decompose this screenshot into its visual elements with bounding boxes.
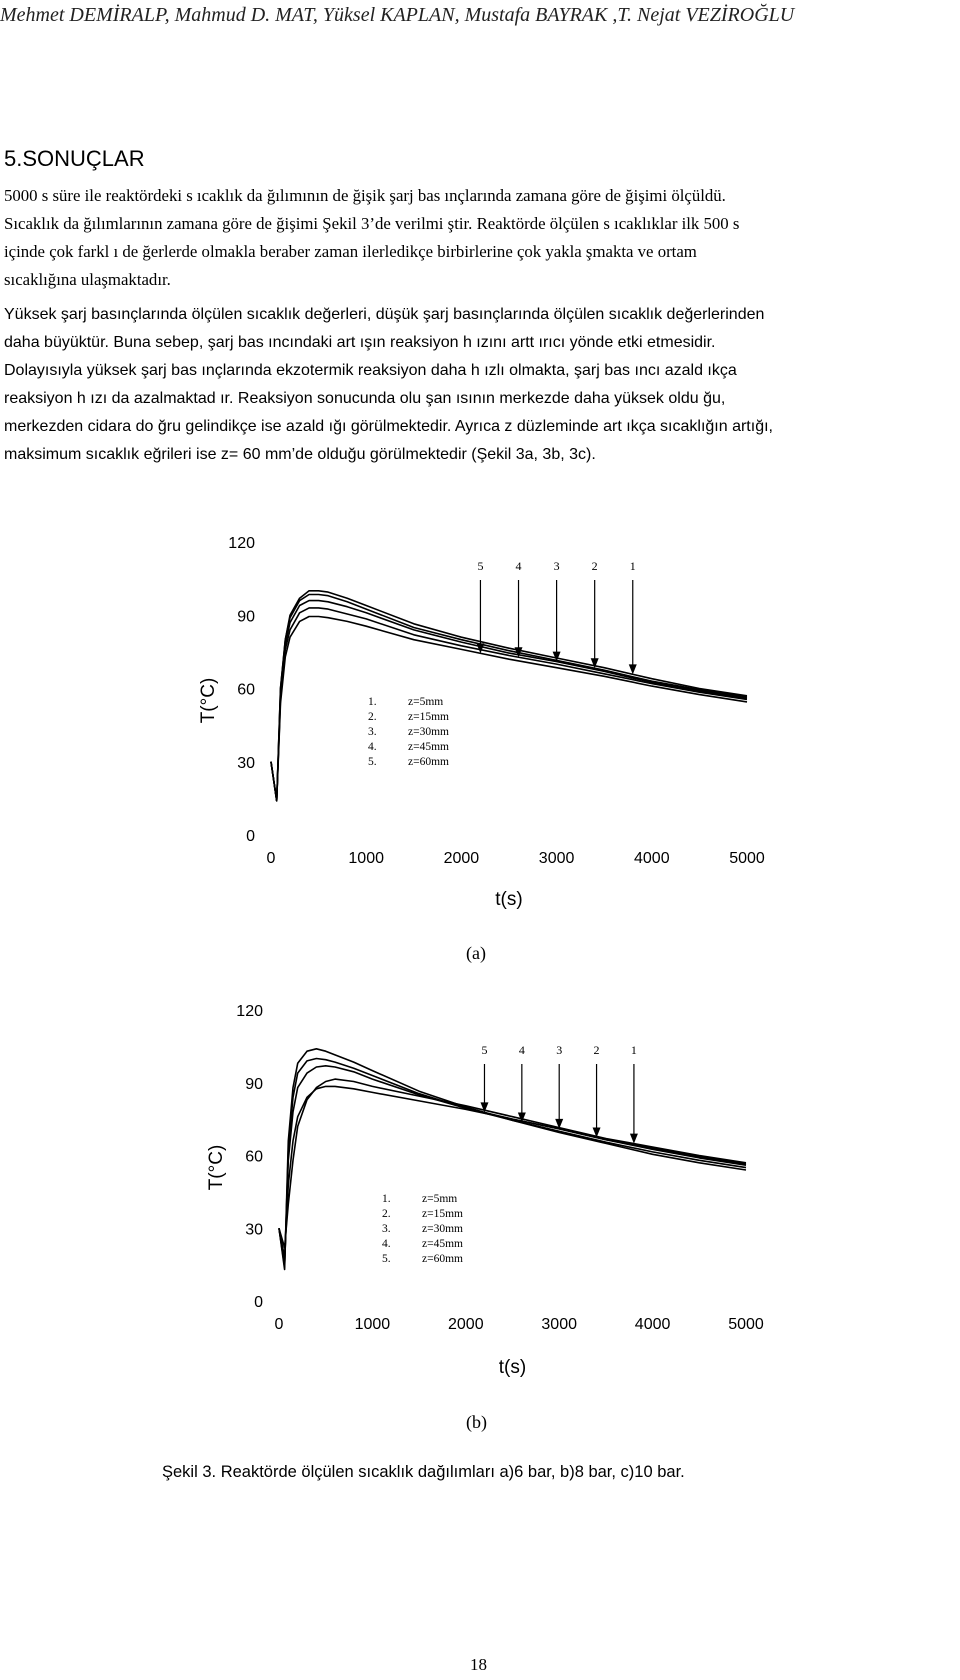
arrow-label: 2 <box>591 559 598 573</box>
arrow-label: 3 <box>553 559 560 573</box>
legend-entry: z=30mm <box>422 1223 463 1235</box>
legend-number: 2. <box>382 1208 391 1220</box>
paragraph-line: Dolayısıyla yüksek şarj bas ınçlarında ekzotermik reaksiyon daha h ızlı olmakta, şarj bas ıncı azald ıkça <box>4 362 737 379</box>
figure-caption: Şekil 3. Reaktörde ölçülen sıcaklık dağılımları a)6 bar, b)8 bar, c)10 bar. <box>162 1463 685 1481</box>
arrow-label: 1 <box>629 559 636 573</box>
temperature-chart-b <box>0 990 960 1390</box>
y-tick-label: 30 <box>237 754 255 772</box>
x-tick-label: 0 <box>266 850 276 867</box>
series-line-5 <box>279 1049 746 1270</box>
arrow-label: 4 <box>515 559 522 573</box>
legend-number: 4. <box>382 1238 391 1250</box>
x-tick-label: 0 <box>274 1316 284 1333</box>
y-tick-label: 90 <box>237 608 255 626</box>
arrow-label: 4 <box>518 1043 525 1057</box>
legend-entry: z=15mm <box>422 1208 463 1220</box>
x-tick-label: 5000 <box>729 850 765 867</box>
paragraph-line: Sıcaklık da ğılımlarının zamana göre de ğişimi Şekil 3’de verilmi ştir. Reaktörde ölçülen s ıcaklıklar ilk 500 s <box>4 214 740 233</box>
arrow-label: 5 <box>481 1043 488 1057</box>
legend-entry: z=45mm <box>408 741 449 753</box>
paragraph-line: Yüksek şarj basınçlarında ölçülen sıcaklık değerleri, düşük şarj basınçlarında ölçülen sıcaklık değerlerinden <box>4 306 765 323</box>
paragraph-results-2 <box>4 301 956 469</box>
paragraph-line: içinde çok farkl ı de ğerlerde olmakla beraber zaman ilerledikçe birbirlerine çok yakla şmakta ve ortam <box>4 242 697 261</box>
y-tick-label: 0 <box>254 1294 263 1311</box>
arrow-label: 2 <box>593 1043 600 1057</box>
legend-number: 5. <box>382 1253 391 1265</box>
series-line-2 <box>271 595 747 801</box>
y-tick-label: 120 <box>228 535 255 552</box>
legend-number: 5. <box>368 756 377 768</box>
x-tick-label: 1000 <box>354 1316 391 1333</box>
legend-number: 1. <box>382 1193 391 1205</box>
series-line-5 <box>271 617 747 801</box>
paragraph-line: maksimum sıcaklık eğrileri ise z= 60 mm’de olduğu görülmektedir (Şekil 3a, 3b, 3c). <box>4 446 596 463</box>
series-line-3 <box>279 1066 746 1265</box>
series-line-1 <box>279 1079 746 1248</box>
legend-entry: z=5mm <box>408 696 444 708</box>
y-tick-label: 60 <box>237 681 255 699</box>
paragraph-line: sıcaklığına ulaşmaktadır. <box>4 270 171 289</box>
x-tick-label: 4000 <box>634 850 670 867</box>
x-tick-label: 3000 <box>541 1316 577 1333</box>
y-tick-label: 90 <box>245 1075 263 1093</box>
paragraph-line: reaksiyon h ızı da azalmaktad ır. Reaksiyon sonucunda olu şan ısının merkezde daha yüksek oldu ğu, <box>4 390 726 407</box>
legend-entry: z=45mm <box>422 1238 463 1250</box>
x-axis-label: t(s) <box>495 889 523 910</box>
y-tick-label: 120 <box>236 1003 263 1020</box>
series-line-2 <box>279 1086 746 1257</box>
y-tick-label: 30 <box>245 1221 263 1239</box>
y-axis-label: T(°C) <box>198 677 219 724</box>
y-tick-label: 0 <box>246 828 255 845</box>
legend-number: 4. <box>368 741 377 753</box>
legend-entry: z=30mm <box>408 726 449 738</box>
x-tick-label: 3000 <box>538 850 575 867</box>
legend-number: 3. <box>382 1223 391 1235</box>
panel-label-a: (a) <box>466 943 486 963</box>
series-line-1 <box>271 591 747 801</box>
running-header: Mehmet DEMİRALP, Mahmud D. MAT, Yüksel KAPLAN, Mustafa BAYRAK ,T. Nejat VEZİROĞLU <box>0 4 795 26</box>
legend-entry: z=60mm <box>422 1253 463 1265</box>
series-line-3 <box>271 601 747 801</box>
series-line-4 <box>279 1059 746 1268</box>
paragraph-line: merkezden cidara do ğru gelindikçe ise azald ığı görülmektedir. Ayrıca z düzleminde art ıkça sıcaklığın artığı, <box>4 418 773 435</box>
x-tick-label: 2000 <box>443 850 480 867</box>
arrow-label: 3 <box>556 1043 563 1057</box>
legend-entry: z=60mm <box>408 756 449 768</box>
arrow-label: 1 <box>630 1043 637 1057</box>
legend-number: 3. <box>368 726 377 738</box>
x-tick-label: 5000 <box>728 1316 764 1333</box>
arrow-head <box>630 1134 638 1144</box>
page-number: 18 <box>470 1655 487 1674</box>
x-tick-label: 2000 <box>448 1316 484 1333</box>
series-line-4 <box>271 608 747 801</box>
arrow-label: 5 <box>477 559 484 573</box>
panel-label-b: (b) <box>466 1412 487 1432</box>
legend-entry: z=5mm <box>422 1193 458 1205</box>
paragraph-line: 5000 s süre ile reaktördeki s ıcaklık da ğılımının de ğişik şarj bas ınçlarında zamana göre de ğişimi ölçüldü. <box>4 186 726 205</box>
section-title: 5.SONUÇLAR <box>4 146 145 171</box>
legend-number: 1. <box>368 696 377 708</box>
paragraph-line: daha büyüktür. Buna sebep, şarj bas ıncındaki art ışın reaksiyon h ızını artt ırıcı yönde etki etmesidir. <box>4 334 716 351</box>
paragraph-results-1 <box>4 182 956 294</box>
x-tick-label: 4000 <box>634 1316 671 1333</box>
y-tick-label: 60 <box>245 1148 263 1166</box>
y-axis-label: T(°C) <box>206 1144 227 1191</box>
temperature-chart-a <box>0 520 960 920</box>
x-axis-label: t(s) <box>498 1357 527 1378</box>
x-tick-label: 1000 <box>348 850 384 867</box>
legend-number: 2. <box>368 711 377 723</box>
legend-entry: z=15mm <box>408 711 449 723</box>
